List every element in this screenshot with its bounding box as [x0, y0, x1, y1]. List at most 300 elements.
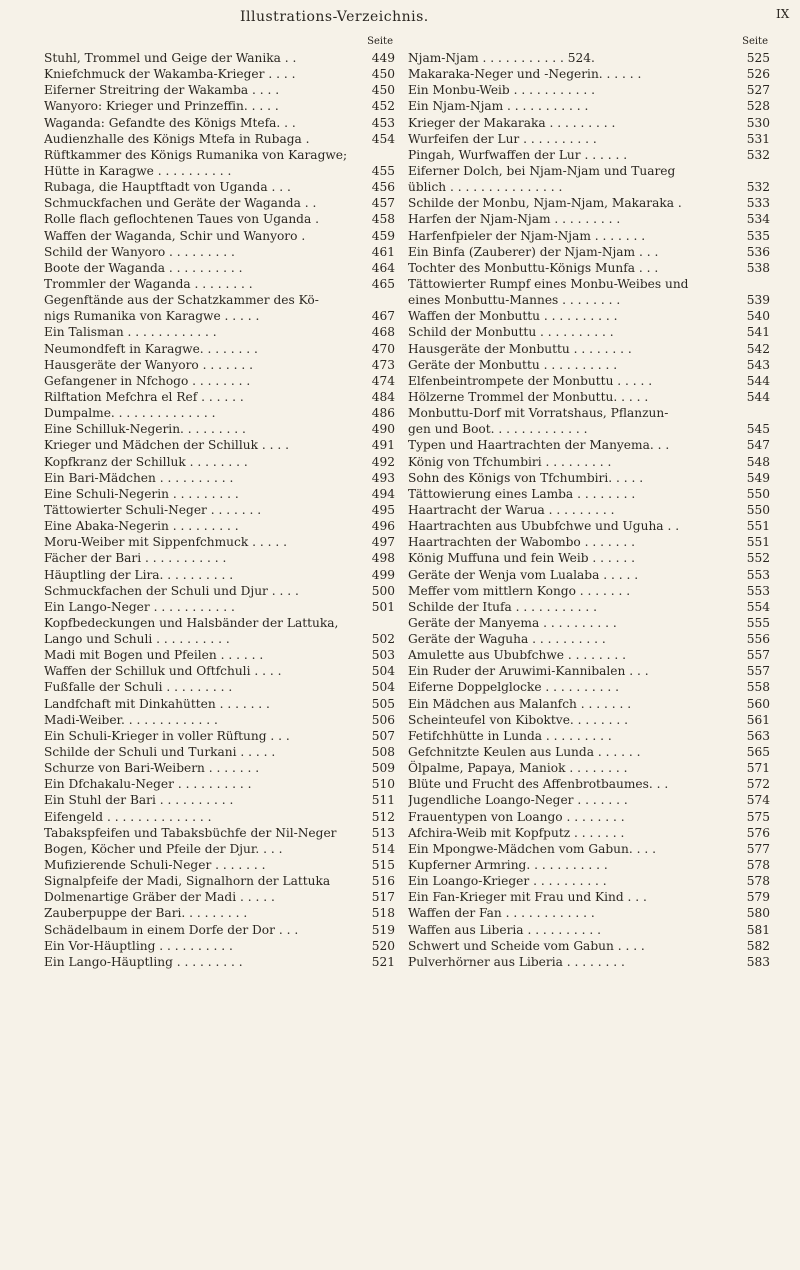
entry-page: 491	[367, 437, 395, 453]
list-item	[408, 211, 772, 227]
list-item	[408, 889, 772, 905]
entry-page: 493	[367, 470, 395, 486]
entry-title: Ölpalme, Papaya, Maniok . . . . . . . .	[408, 761, 628, 776]
list-item	[408, 776, 772, 792]
entry-page: 501	[367, 599, 395, 615]
list-item	[44, 195, 397, 211]
list-item	[408, 728, 772, 744]
list-item	[44, 147, 397, 163]
entry-page: 553	[742, 567, 770, 583]
entry-page: 549	[742, 470, 770, 486]
list-item	[408, 373, 772, 389]
entry-page: 533	[742, 195, 770, 211]
list-item	[44, 292, 397, 308]
list-item	[408, 518, 772, 534]
entry-title: Eiferner Dolch, bei Njam-Njam und Tuareg	[408, 163, 676, 178]
list-item	[44, 486, 397, 502]
entry-title: Stuhl, Trommel und Geige der Wanika . .	[44, 51, 297, 65]
list-item	[44, 276, 397, 292]
entry-page: 453	[367, 115, 395, 131]
entry-page: 494	[367, 486, 395, 502]
entry-title: Eine Schilluk-Negerin. . . . . . . . .	[44, 422, 246, 437]
entry-title: Gegenftände aus der Schatzkammer des Kö-	[44, 293, 319, 308]
entry-title: Ein Schuli-Krieger in voller Rüftung . . .	[44, 728, 290, 743]
entry-page: 561	[742, 712, 770, 728]
entry-title: Amulette aus Ububfchwe . . . . . . . .	[408, 648, 626, 663]
entry-page: 458	[367, 211, 395, 227]
list-item	[44, 50, 397, 66]
list-item	[408, 163, 772, 179]
entry-page: 578	[742, 873, 770, 889]
list-item	[44, 873, 397, 889]
list-item	[44, 922, 397, 938]
entry-page: 555	[742, 615, 770, 631]
entry-page: 543	[742, 357, 770, 373]
list-item	[44, 615, 397, 631]
list-item	[408, 341, 772, 357]
list-item	[44, 211, 397, 227]
list-item	[44, 857, 397, 873]
entry-page: 540	[742, 308, 770, 324]
entry-page: 539	[742, 292, 770, 308]
list-item	[408, 615, 772, 631]
list-item	[44, 324, 397, 340]
list-item	[408, 825, 772, 841]
list-item	[408, 147, 772, 163]
entry-title: Hausgeräte der Wanyoro . . . . . . .	[44, 357, 254, 372]
list-item	[44, 760, 397, 776]
entry-page: 467	[367, 308, 395, 324]
entry-title: Waffen der Waganda, Schir und Wanyoro .	[44, 228, 306, 243]
entry-page: 528	[742, 98, 770, 114]
list-item	[408, 712, 772, 728]
entry-title: Bogen, Köcher und Pfeile der Djur. . . .	[44, 841, 283, 856]
entry-title: Schilde der Monbu, Njam-Njam, Makaraka .	[408, 196, 682, 211]
entry-title: Ein Vor-Häuptling . . . . . . . . . .	[44, 938, 233, 953]
entry-title: Kupferner Armring. . . . . . . . . . .	[408, 858, 608, 873]
entry-title: Boote der Waganda . . . . . . . . . .	[44, 260, 243, 275]
entry-title: Madi-Weiber. . . . . . . . . . . . .	[44, 712, 218, 727]
list-item	[408, 276, 772, 292]
entry-page: 535	[742, 228, 770, 244]
list-item	[408, 292, 772, 308]
entry-title: Schmuckfachen und Geräte der Waganda . .	[44, 196, 317, 211]
entry-page: 497	[367, 534, 395, 550]
list-item	[408, 228, 772, 244]
entry-title: Pingah, Wurfwaffen der Lur . . . . . .	[408, 147, 628, 162]
list-item	[408, 760, 772, 776]
entry-title: Geräte der Waguha . . . . . . . . . .	[408, 632, 606, 647]
entry-page: 576	[742, 825, 770, 841]
list-item	[44, 179, 397, 195]
entry-page: 457	[367, 195, 395, 211]
entry-title: Geräte der Wenja vom Lualaba . . . . .	[408, 567, 639, 582]
list-item	[44, 631, 397, 647]
list-item	[408, 696, 772, 712]
list-item	[44, 647, 397, 663]
list-item	[408, 324, 772, 340]
entry-page: 454	[367, 131, 395, 147]
entry-page: 548	[742, 454, 770, 470]
entry-page: 514	[367, 841, 395, 857]
entry-title: Kniefchmuck der Wakamba-Krieger . . . .	[44, 67, 296, 82]
entry-page: 504	[367, 663, 395, 679]
list-item	[408, 841, 772, 857]
list-item	[44, 228, 397, 244]
entry-title: Waffen der Monbuttu . . . . . . . . . .	[408, 309, 618, 324]
list-item	[408, 792, 772, 808]
entry-page: 538	[742, 260, 770, 276]
entry-title: Haartrachten aus Ububfchwe und Uguha . .	[408, 519, 680, 534]
list-item	[44, 115, 397, 131]
list-item	[44, 308, 397, 324]
list-item	[44, 82, 397, 98]
entry-title: Moru-Weiber mit Sippenfchmuck . . . . .	[44, 535, 287, 550]
entry-page: 507	[367, 728, 395, 744]
entry-title: Eine Abaka-Negerin . . . . . . . . .	[44, 519, 239, 534]
list-item	[44, 341, 397, 357]
entry-page: 536	[742, 244, 770, 260]
entry-page: 499	[367, 567, 395, 583]
list-item	[44, 389, 397, 405]
entry-title: Fußfalle der Schuli . . . . . . . . .	[44, 680, 233, 695]
entry-title: Waganda: Gefandte des Königs Mtefa. . .	[44, 115, 296, 130]
list-item	[44, 66, 397, 82]
seite-label: Seite	[742, 36, 768, 47]
list-item	[44, 599, 397, 615]
entry-page: 547	[742, 437, 770, 453]
entry-title: Neumondfeft in Karagwe. . . . . . . .	[44, 341, 258, 356]
entry-title: Eine Schuli-Negerin . . . . . . . . .	[44, 486, 239, 501]
entry-page: 542	[742, 341, 770, 357]
entry-title: eines Monbuttu-Mannes . . . . . . . .	[408, 293, 621, 308]
index-column-left	[44, 34, 397, 970]
entry-title: Tochter des Monbuttu-Königs Munfa . . .	[408, 260, 659, 275]
list-item	[44, 905, 397, 921]
entry-page: 490	[367, 421, 395, 437]
list-item	[408, 308, 772, 324]
entry-page: 455	[367, 163, 395, 179]
entry-title: Ein Stuhl der Bari . . . . . . . . . .	[44, 793, 234, 808]
list-item	[44, 98, 397, 114]
entry-title: Trommler der Waganda . . . . . . . .	[44, 276, 253, 291]
entry-title: Makaraka-Neger und -Negerin. . . . . .	[408, 67, 642, 82]
entry-page: 486	[367, 405, 395, 421]
entry-page: 470	[367, 341, 395, 357]
entry-page: 541	[742, 324, 770, 340]
entry-title: Wanyoro: Krieger und Prinzeffin. . . . .	[44, 99, 279, 114]
list-item	[44, 502, 397, 518]
list-item	[408, 647, 772, 663]
list-item	[44, 841, 397, 857]
entry-title: Schädelbaum in einem Dorfe der Dor . . .	[44, 922, 299, 937]
entry-page: 506	[367, 712, 395, 728]
entry-title: König von Tfchumbiri . . . . . . . . .	[408, 454, 612, 469]
entry-title: Ein Monbu-Weib . . . . . . . . . . .	[408, 83, 595, 98]
entry-title: Meffer vom mittlern Kongo . . . . . . .	[408, 583, 631, 598]
entry-page: 473	[367, 357, 395, 373]
list-item	[408, 583, 772, 599]
list-item	[44, 744, 397, 760]
entry-title: Eiferner Streitring der Wakamba . . . .	[44, 83, 280, 98]
entry-page: 553	[742, 583, 770, 599]
entry-title: Eiferne Doppelglocke . . . . . . . . . .	[408, 680, 620, 695]
entry-page: 572	[742, 776, 770, 792]
entry-title: üblich . . . . . . . . . . . . . . .	[408, 180, 563, 195]
entry-title: Ein Mädchen aus Malanfch . . . . . . .	[408, 696, 632, 711]
entry-page: 554	[742, 599, 770, 615]
list-item	[408, 744, 772, 760]
list-item	[408, 873, 772, 889]
list-item	[408, 82, 772, 98]
list-item	[44, 163, 397, 179]
entry-page: 558	[742, 679, 770, 695]
list-item	[408, 502, 772, 518]
entry-page: 504	[367, 679, 395, 695]
entry-page: 508	[367, 744, 395, 760]
entry-title: Ein Loango-Krieger . . . . . . . . . .	[408, 874, 607, 889]
entry-page: 510	[367, 776, 395, 792]
list-item	[44, 567, 397, 583]
entry-page: 557	[742, 663, 770, 679]
entry-page: 552	[742, 550, 770, 566]
list-item	[44, 470, 397, 486]
entry-title: gen und Boot. . . . . . . . . . . . .	[408, 422, 588, 437]
entry-title: Haartrachten der Wabombo . . . . . . .	[408, 535, 636, 550]
list-item	[44, 357, 397, 373]
list-item	[44, 712, 397, 728]
entry-page: 577	[742, 841, 770, 857]
entry-title: Rüftkammer des Königs Rumanika von Karagwe;	[44, 147, 348, 162]
entry-title: Ein Njam-Njam . . . . . . . . . . .	[408, 99, 589, 114]
entry-page: 527	[742, 82, 770, 98]
entry-title: Fetifchhütte in Lunda . . . . . . . . .	[408, 728, 612, 743]
list-item	[44, 583, 397, 599]
entry-title: Harfenfpieler der Njam-Njam . . . . . . .	[408, 228, 646, 243]
entry-page: 534	[742, 211, 770, 227]
list-item	[408, 567, 772, 583]
entry-page: 531	[742, 131, 770, 147]
list-item	[408, 437, 772, 453]
list-item	[408, 115, 772, 131]
entry-title: Typen und Haartrachten der Manyema. . .	[408, 438, 670, 453]
entry-title: Sohn des Königs von Tfchumbiri. . . . .	[408, 470, 644, 485]
entry-title: Häuptling der Lira. . . . . . . . . .	[44, 567, 234, 582]
entry-page: 551	[742, 534, 770, 550]
list-item	[44, 437, 397, 453]
list-item	[408, 550, 772, 566]
entry-page: 505	[367, 696, 395, 712]
entry-page: 574	[742, 792, 770, 808]
entry-page: 519	[367, 922, 395, 938]
list-item	[408, 954, 772, 970]
entry-title: Tättowierter Schuli-Neger . . . . . . .	[44, 502, 262, 517]
entry-page: 465	[367, 276, 395, 292]
entry-title: Frauentypen von Loango . . . . . . . .	[408, 809, 625, 824]
page-header	[0, 0, 800, 38]
entry-title: Haartracht der Warua . . . . . . . . .	[408, 502, 615, 517]
list-item	[44, 260, 397, 276]
entry-title: Ein Talisman . . . . . . . . . . . .	[44, 325, 217, 340]
entry-title: Audienzhalle des Königs Mtefa in Rubaga .	[44, 131, 310, 146]
list-item	[408, 470, 772, 486]
entry-title: Tättowierung eines Lamba . . . . . . . .	[408, 486, 636, 501]
entry-title: Harfen der Njam-Njam . . . . . . . . .	[408, 212, 621, 227]
entry-page: 450	[367, 66, 395, 82]
entry-title: Hölzerne Trommel der Monbuttu. . . . .	[408, 389, 649, 404]
entry-page: 583	[742, 954, 770, 970]
entry-title: Ein Binfa (Zauberer) der Njam-Njam . . .	[408, 244, 659, 259]
list-item	[408, 631, 772, 647]
running-title: Illustrations-Verzeichnis.	[240, 9, 429, 25]
entry-title: Schurze von Bari-Weibern . . . . . . .	[44, 761, 260, 776]
entry-title: Eifengeld . . . . . . . . . . . . . .	[44, 809, 212, 824]
entry-title: Tättowierter Rumpf eines Monbu-Weibes und	[408, 276, 689, 291]
entry-page: 515	[367, 857, 395, 873]
list-item	[408, 421, 772, 437]
entry-page: 509	[367, 760, 395, 776]
entry-page: 544	[742, 389, 770, 405]
list-item	[44, 454, 397, 470]
list-item	[408, 405, 772, 421]
list-item	[44, 938, 397, 954]
entry-page: 575	[742, 809, 770, 825]
list-item	[44, 954, 397, 970]
entry-title: Dolmenartige Gräber der Madi . . . . .	[44, 890, 275, 905]
entry-page: 582	[742, 938, 770, 954]
list-item	[44, 889, 397, 905]
entry-title: Kopfbedeckungen und Halsbänder der Lattuka,	[44, 615, 339, 630]
list-item	[44, 373, 397, 389]
entry-page: 525	[742, 50, 770, 66]
entry-page: 449	[367, 50, 395, 66]
entry-title: Madi mit Bogen und Pfeilen . . . . . .	[44, 648, 264, 663]
entry-title: Ein Mpongwe-Mädchen vom Gabun. . . .	[408, 841, 656, 856]
list-item	[408, 195, 772, 211]
entry-list	[408, 50, 772, 970]
list-item	[408, 98, 772, 114]
entry-title: Monbuttu-Dorf mit Vorratshaus, Pflanzun-	[408, 406, 669, 421]
entry-title: Rilftation Mefchra el Ref . . . . . .	[44, 389, 244, 404]
list-item	[44, 776, 397, 792]
entry-list	[44, 50, 397, 970]
entry-title: Rolle flach geflochtenen Taues von Uganda .	[44, 212, 319, 227]
entry-title: Hütte in Karagwe . . . . . . . . . .	[44, 163, 232, 178]
entry-page: 565	[742, 744, 770, 760]
entry-title: Hausgeräte der Monbuttu . . . . . . . .	[408, 341, 632, 356]
entry-page: 495	[367, 502, 395, 518]
list-item	[44, 679, 397, 695]
entry-page: 545	[742, 421, 770, 437]
entry-page: 474	[367, 373, 395, 389]
entry-title: Ein Dfchakalu-Neger . . . . . . . . . .	[44, 777, 252, 792]
entry-page: 484	[367, 389, 395, 405]
entry-title: Gefchnitzte Keulen aus Lunda . . . . . .	[408, 745, 641, 760]
entry-title: Waffen der Schilluk und Oftfchuli . . . .	[44, 664, 282, 679]
entry-title: Ein Bari-Mädchen . . . . . . . . . .	[44, 470, 234, 485]
entry-page: 459	[367, 228, 395, 244]
entry-title: Schmuckfachen der Schuli und Djur . . . .	[44, 583, 299, 598]
list-item	[44, 518, 397, 534]
list-item	[408, 454, 772, 470]
entry-page: 511	[367, 792, 395, 808]
index-column-right	[408, 34, 772, 970]
entry-title: König Muffuna und fein Weib . . . . . .	[408, 551, 636, 566]
entry-title: Waffen aus Liberia . . . . . . . . . .	[408, 922, 602, 937]
entry-page: 461	[367, 244, 395, 260]
entry-title: Schwert und Scheide vom Gabun . . . .	[408, 938, 645, 953]
entry-page: 579	[742, 889, 770, 905]
list-item	[408, 244, 772, 260]
list-item	[408, 486, 772, 502]
entry-title: Njam-Njam . . . . . . . . . . . 524.	[408, 51, 595, 65]
entry-title: Rubaga, die Hauptftadt von Uganda . . .	[44, 180, 291, 195]
list-item	[408, 131, 772, 147]
entry-title: Pulverhörner aus Liberia . . . . . . . .	[408, 954, 625, 969]
entry-page: 517	[367, 889, 395, 905]
entry-title: Jugendliche Loango-Neger . . . . . . .	[408, 793, 628, 808]
entry-page: 521	[367, 954, 395, 970]
entry-page: 500	[367, 583, 395, 599]
entry-page: 464	[367, 260, 395, 276]
list-item	[408, 809, 772, 825]
list-item	[408, 389, 772, 405]
entry-title: Mufizierende Schuli-Neger . . . . . . .	[44, 858, 266, 873]
entry-page: 520	[367, 938, 395, 954]
entry-title: Landfchaft mit Dinkahütten . . . . . . .	[44, 696, 270, 711]
entry-page: 492	[367, 454, 395, 470]
page-number: IX	[776, 7, 790, 21]
list-item	[44, 809, 397, 825]
seite-label: Seite	[367, 36, 393, 47]
entry-page: 580	[742, 905, 770, 921]
entry-page: 551	[742, 518, 770, 534]
entry-page: 502	[367, 631, 395, 647]
entry-title: Geräte der Monbuttu . . . . . . . . . .	[408, 357, 618, 372]
entry-page: 532	[742, 179, 770, 195]
entry-page: 450	[367, 82, 395, 98]
list-item	[408, 260, 772, 276]
entry-title: Krieger und Mädchen der Schilluk . . . .	[44, 438, 289, 453]
entry-title: Signalpfeife der Madi, Signalhorn der Lattuka	[44, 874, 331, 889]
list-item	[44, 421, 397, 437]
entry-page: 530	[742, 115, 770, 131]
list-item	[408, 357, 772, 373]
list-item	[408, 922, 772, 938]
entry-title: Wurfeifen der Lur . . . . . . . . . .	[408, 131, 597, 146]
entry-title: Fächer der Bari . . . . . . . . . . .	[44, 551, 227, 566]
entry-title: Ein Fan-Krieger mit Frau und Kind . . .	[408, 890, 647, 905]
entry-page: 560	[742, 696, 770, 712]
list-item	[44, 696, 397, 712]
list-item	[408, 938, 772, 954]
list-item	[44, 728, 397, 744]
entry-page: 544	[742, 373, 770, 389]
list-item	[408, 179, 772, 195]
list-item	[408, 66, 772, 82]
entry-title: Waffen der Fan . . . . . . . . . . . .	[408, 906, 595, 921]
entry-title: Blüte und Frucht des Affenbrotbaumes. . .	[408, 777, 669, 792]
entry-page: 496	[367, 518, 395, 534]
list-item	[408, 534, 772, 550]
entry-page: 550	[742, 502, 770, 518]
entry-title: Ein Ruder der Aruwimi-Kannibalen . . .	[408, 664, 649, 679]
list-item	[408, 857, 772, 873]
entry-page: 498	[367, 550, 395, 566]
entry-page: 503	[367, 647, 395, 663]
entry-title: nigs Rumanika von Karagwe . . . . .	[44, 309, 260, 324]
entry-title: Gefangener in Nfchogo . . . . . . . .	[44, 373, 251, 388]
